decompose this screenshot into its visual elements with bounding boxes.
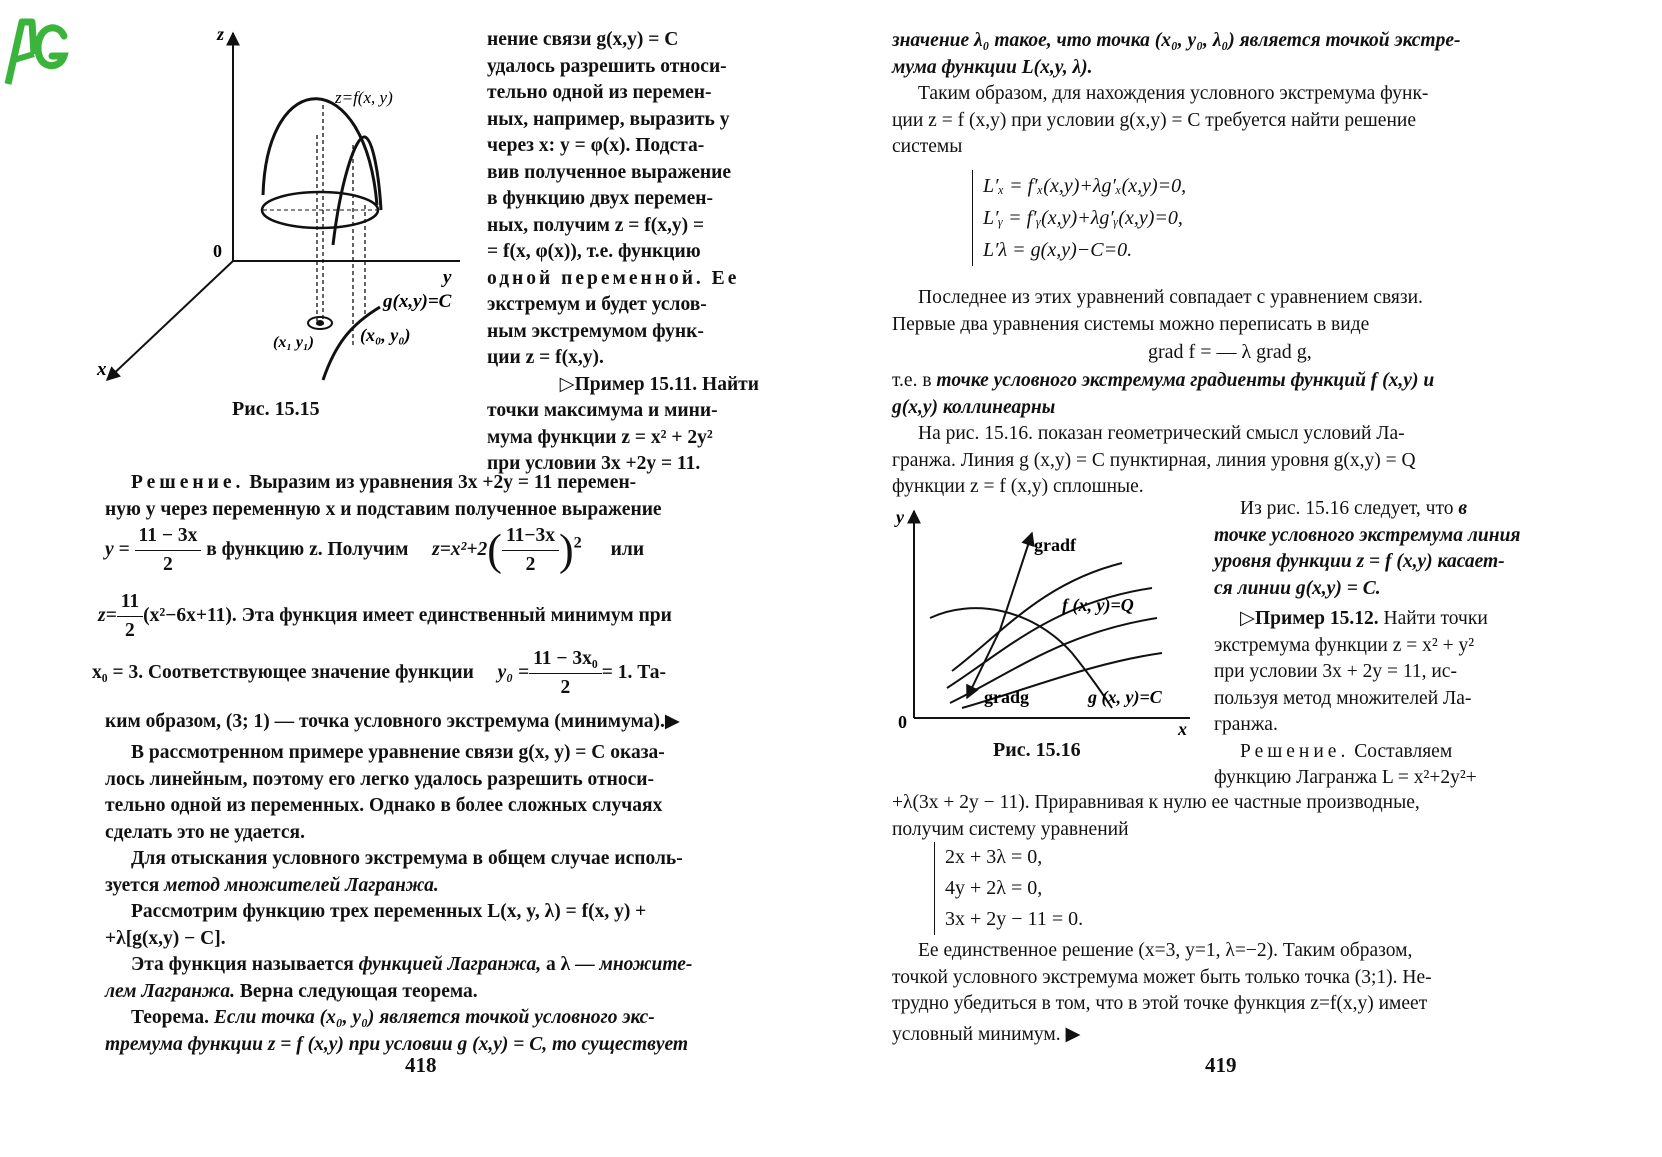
side-line: нение связи g(x,y) = C — [487, 29, 679, 50]
right-para3: т.е. в точке условного экстремума градиенты функций f (x,y) и g(x,y) коллинеарны На рис. 15.16. показан геометрический смысл условий Ла- гранжа. Линия g (x,y) = C пунктирная, линия уровня g(x,y) = Q функции z = f (x,y) сплошные. — [892, 370, 1435, 497]
solution-label: Решение. — [1240, 740, 1350, 762]
lagrange-system: L′ₓ = f′ₓ(x,y)+λg′ₓ(x,y)=0, L′ᵧ = f′ᵧ(x,y)+λg′ᵧ(x,y)=0, L′λ = g(x,y)−C=0. — [972, 170, 1186, 266]
side-line: тельно одной из перемен- — [487, 82, 712, 103]
side-line: вив полученное выражение — [487, 161, 732, 183]
fig15-x-label: x — [97, 359, 107, 380]
fig15-constraint-label: g(x,y)=C — [383, 291, 452, 312]
para-linear: В рассмотренном примере уравнение связи g(x, y) = C оказа- лось линейным, поэтому его легко удалось разрешить относи- тельно одной из переменных. Однако в более сложных случаях сделать это не удается. Для отыскания условного экстремума в общем случае исполь- зуется метод множителей Лагранжа. Рассмотрим функцию трех переменных L(x, y, λ) = f(x, y) + +λ[g(x,y) − C]. Эта функция называется функцией Лагранжа, а λ — множите- лем Лагранжа. Верна следующая теорема. Теорема. Если точка (x₀, y₀) является точкой условного экс- тремума функции z = f (x,y) при условии g (x,y) = C, то существует — [105, 742, 693, 1055]
right-solution-cont: +λ(3x + 2y − 11). Приравнивая к нулю ее частные производные, получим систему уравнений — [892, 792, 1420, 840]
side-line: удалось разрешить относи- — [487, 55, 727, 77]
fig16-caption: Рис. 15.16 — [993, 739, 1081, 761]
right-para2: Последнее из этих уравнений совпадает с уравнением связи. Первые два уравнения системы можно переписать в виде — [892, 287, 1423, 335]
fig15-caption: Рис. 15.15 — [232, 398, 320, 420]
solution-last: ким образом, (3; 1) — точка условного экстремума (минимума).▶ — [105, 711, 680, 732]
fig15-origin: 0 — [213, 241, 222, 261]
solution-label: Решение. — [131, 472, 245, 493]
fig16-g-label: g (x, y)=C — [1088, 687, 1162, 707]
side-line: ции z = f(x,y). — [487, 347, 604, 368]
example-line: при условии 3x +2y = 11. — [487, 453, 701, 474]
fig16-y-label: y — [896, 507, 904, 527]
fig15-z-label: z — [217, 25, 225, 44]
example-label: ▷Пример 15.12. — [1240, 608, 1379, 629]
term-lagrange-method: метод множителей Лагранжа. — [164, 874, 439, 896]
formula-z2: z= $\frac{11}{2}$ (x²−6x+11). Эта функция имеет единственный минимум при — [98, 588, 762, 645]
side-line: = f(x, φ(x)), т.е. функцию — [487, 241, 701, 262]
fig16-gradg: gradg — [984, 687, 1029, 707]
side-line: ным экстремумом функ- — [487, 320, 704, 342]
formula-y: y = $\frac{11 - 3x}{2}$ в функцию z. Получим z=x²+2( $\frac{11-3x}{2}$ )$^2$ или — [105, 522, 765, 579]
formula-y0: x₀ = 3. Соответствующее значение функции y₀ = $\frac{\text{11 − 3x₀}}{2}$ = 1. Та- — [92, 645, 762, 702]
grad-equation: grad f = — λ grad g, — [1148, 341, 1312, 363]
figure-15-16 — [892, 503, 1197, 738]
side-line: одной переменной. Ее — [487, 267, 740, 289]
fig15-surface-label: z=f(x, y) — [335, 88, 393, 107]
side-line: в функцию двух перемен- — [487, 188, 714, 209]
example-label: ▷Пример 15.11 — [559, 373, 693, 395]
solution-block: Решение. Выразим из уравнения 3x +2y = 11 перемен- ную y через переменную x и подставим полученное выражение — [105, 472, 662, 520]
fig16-origin: 0 — [898, 712, 907, 732]
example-line: мума функции z = x² + 2y² — [487, 426, 713, 448]
equations-system: 2x + 3λ = 0, 4y + 2λ = 0, 3x + 2y − 11 = 0. — [934, 842, 1083, 935]
fig15-y-label: y — [443, 267, 452, 288]
side-line: экстремум и будет услов- — [487, 294, 707, 315]
side-line: через x: y = φ(x). Подста- — [487, 135, 705, 156]
fig15-point1: (x₁ y₁) — [273, 334, 314, 351]
page-number-right: 419 — [1205, 1053, 1237, 1077]
fig16-gradf: gradf — [1034, 535, 1076, 555]
figure-15-15 — [95, 25, 485, 385]
side-line: ных, например, выразить y — [487, 108, 730, 130]
fig16-x-label: x — [1178, 719, 1187, 738]
side-line: ных, получим z = f(x,y) = — [487, 214, 705, 236]
fig15-point0: (x₀, y₀) — [360, 325, 411, 345]
theorem-label: Теорема. — [131, 1007, 209, 1028]
page-number-left: 418 — [405, 1053, 437, 1077]
page-right — [830, 0, 1662, 1157]
right-side-block: Из рис. 15.16 следует, что в точке условного экстремума линия уровня функции z = f (x,y) касает- ся линии g(x,y) = C. ▷Пример 15.12. Найти точки экстремума функции z = x² + y² при условии 3x + 2y = 11, ис- пользуя метод множителей Ла- гранжа. Решение. Составляем функцию Лагранжа L = x²+2y²+ — [1214, 498, 1521, 788]
example-line: точки максимума и мини- — [487, 400, 718, 421]
example-text: . Найти — [692, 373, 759, 395]
fig16-f-label: f (x, y)=Q — [1062, 595, 1134, 615]
right-final-para: Ее единственное решение (x=3, y=1, λ=−2). Таким образом, точкой условного экстремума может быть только точка (3;1). Не- трудно убедиться в том, что в этой точке функция z=f(x,y) имеет условный минимум. ▶ — [892, 940, 1432, 1045]
right-top-block: значение λ₀ такое, что точка (x₀, y₀, λ₀) является точкой экстре- мума функции L(x,y, λ). Таким образом, для нахождения условного экстремума функ- ции z = f (x,y) при условии g(x,y) = C требуется найти решение системы — [892, 30, 1461, 157]
side-text-block — [487, 27, 759, 478]
page-left — [0, 0, 820, 1157]
